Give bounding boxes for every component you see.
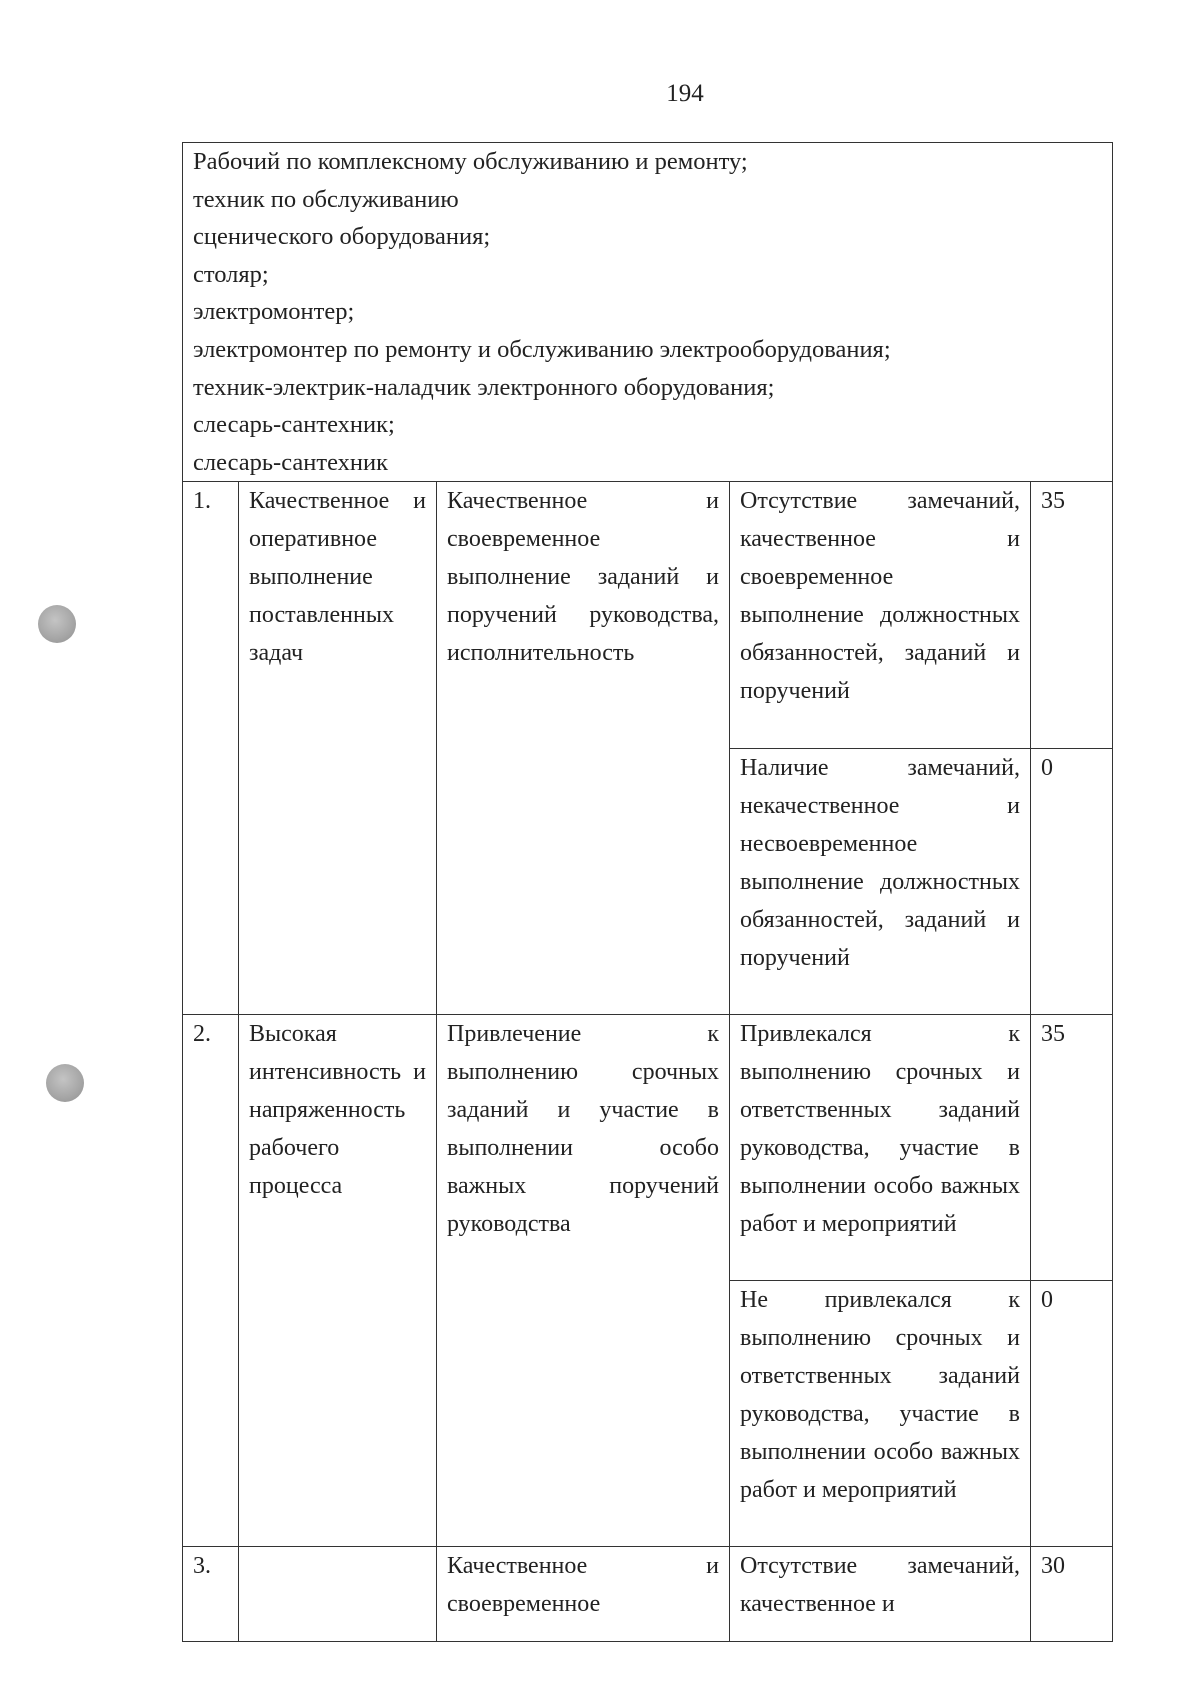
position-line: слесарь-сантехник; (193, 411, 395, 439)
punch-hole-mark (46, 1064, 84, 1102)
row-number: 2. (183, 1015, 239, 1547)
points-cell: 0 (1031, 749, 1113, 1015)
evaluation-cell: Наличие замечаний, некачественное и несвоевременное выполнение должностных обязанностей, заданий и поручений (730, 749, 1031, 1015)
positions-list-cell (183, 143, 1113, 482)
position-line: электромонтер; (193, 298, 355, 326)
criterion-cell (239, 1547, 437, 1642)
points-cell: 0 (1031, 1281, 1113, 1547)
position-line: техник-электрик-наладчик электронного оборудования; (193, 373, 775, 401)
evaluation-text: Отсутствие замечаний, качественное и (740, 1553, 1020, 1618)
table-row (183, 1015, 1113, 1281)
row-number: 3. (183, 1547, 239, 1642)
criterion-cell: Качественное и оперативное выполнение поставленных задач (239, 482, 437, 1015)
evaluation-cell: Не привлекался к выполнению срочных и ответственных заданий руководства, участие в выполнении особо важных работ и мероприятий (730, 1281, 1031, 1547)
table-row (183, 482, 1113, 749)
criterion-cell: Высокая интенсивность и напряженность рабочего процесса (239, 1015, 437, 1547)
evaluation-cell: Привлекался к выполнению срочных и ответственных заданий руководства, участие в выполнении особо важных работ и мероприятий (730, 1015, 1031, 1281)
position-line: сценического оборудования; (193, 223, 491, 251)
points-cell: 35 (1031, 1015, 1113, 1281)
criteria-table (182, 142, 1113, 1642)
position-line: Рабочий по комплексному обслуживанию и ремонту; (193, 148, 748, 175)
condition-cell: Привлечение к выполнению срочных заданий и участие в выполнении особо важных поручений руководства (437, 1015, 730, 1547)
evaluation-cell: Отсутствие замечаний, качественное и своевременное выполнение должностных обязанностей, заданий и поручений (730, 482, 1031, 749)
condition-cell (437, 1547, 730, 1642)
evaluation-cell (730, 1547, 1031, 1642)
page-number: 194 (666, 80, 704, 107)
position-line: слесарь-сантехник (193, 448, 389, 476)
condition-text: Качественное и своевременное (447, 1553, 719, 1618)
positions-header-row (183, 143, 1113, 482)
points-cell: 35 (1031, 482, 1113, 749)
position-line: электромонтер по ремонту и обслуживанию электрооборудования; (193, 335, 891, 363)
position-line: техник по обслуживанию (193, 185, 459, 213)
table-row (183, 1547, 1113, 1642)
condition-cell: Качественное и своевременное выполнение заданий и поручений руководства, исполнительность (437, 482, 730, 1015)
position-line: столяр; (193, 260, 269, 288)
punch-hole-mark (38, 605, 76, 643)
points-cell: 30 (1031, 1547, 1113, 1642)
row-number: 1. (183, 482, 239, 1015)
